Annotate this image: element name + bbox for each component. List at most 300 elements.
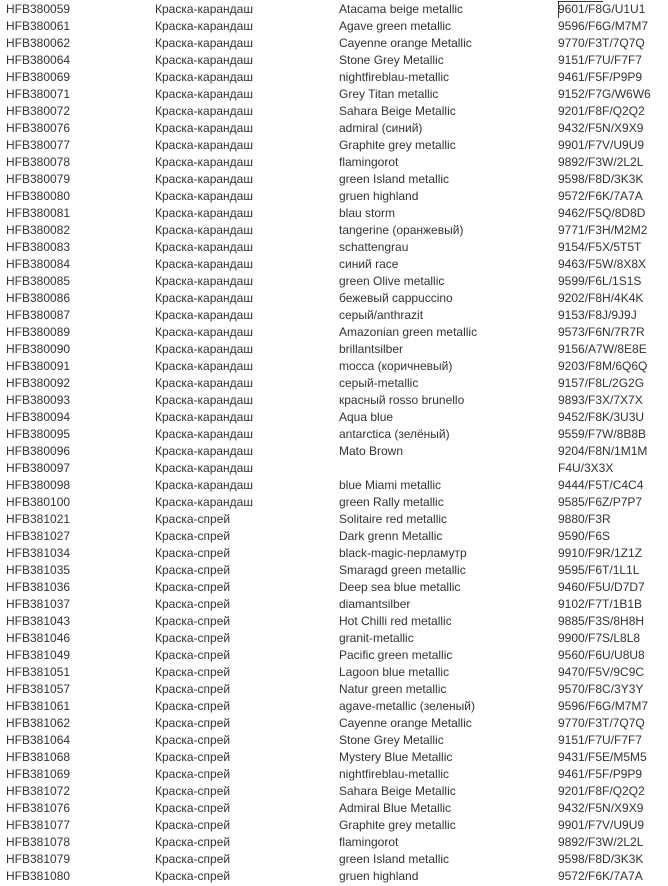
paint-code-text: 9156/A7W/8E8E [558, 342, 647, 356]
color-name-cell [339, 732, 558, 749]
product-type-text: Краска-карандаш [155, 104, 253, 118]
table-row [0, 460, 668, 477]
article-text: HFB381076 [6, 801, 71, 815]
paint-code-cell [558, 154, 668, 171]
color-name-text: mocca (коричневый) [339, 359, 453, 373]
color-name-cell [339, 766, 558, 783]
color-name-text: green Rally metallic [339, 495, 444, 509]
article-cell [0, 528, 155, 545]
paint-code-text: 9151/F7U/F7F7 [558, 733, 643, 747]
paint-code-cell [558, 35, 668, 52]
product-type-text: Краска-карандаш [155, 342, 253, 356]
color-name-cell [339, 698, 558, 715]
table-row [0, 307, 668, 324]
product-type-text: Краска-карандаш [155, 19, 253, 33]
paint-code-text: 9444/F5T/C4C4 [558, 478, 644, 492]
paint-code-text: 9601/F8G/U1U1 [558, 2, 646, 16]
color-name-cell [339, 596, 558, 613]
color-name-cell [339, 579, 558, 596]
article-cell [0, 630, 155, 647]
product-type-text: Краска-спрей [155, 614, 231, 628]
color-name-cell [339, 528, 558, 545]
table-row [0, 375, 668, 392]
color-name-text: Admiral Blue Metallic [339, 801, 452, 815]
color-name-text: flamingorot [339, 155, 399, 169]
product-type-text: Краска-карандаш [155, 36, 253, 50]
color-name-text: Grey Titan metallic [339, 87, 439, 101]
paint-code-text: 9596/F6G/M7M7 [558, 19, 649, 33]
article-cell [0, 477, 155, 494]
color-name-cell [339, 392, 558, 409]
color-name-text: Amazonian green metallic [339, 325, 478, 339]
color-name-cell [339, 715, 558, 732]
paint-code-cell [558, 137, 668, 154]
color-name-text: Graphite grey metallic [339, 138, 456, 152]
article-cell [0, 103, 155, 120]
paint-code-cell [558, 1, 668, 18]
product-type-cell [155, 511, 339, 528]
table-row [0, 630, 668, 647]
paint-code-cell [558, 358, 668, 375]
product-type-cell [155, 86, 339, 103]
table-row [0, 35, 668, 52]
article-cell [0, 222, 155, 239]
table-row [0, 766, 668, 783]
table-row [0, 290, 668, 307]
color-name-cell [339, 358, 558, 375]
article-cell [0, 681, 155, 698]
table-row [0, 52, 668, 69]
color-name-cell [339, 545, 558, 562]
article-text: HFB381021 [6, 512, 71, 526]
article-cell [0, 137, 155, 154]
paint-code-text: 9590/F6S [558, 529, 611, 543]
paint-code-cell [558, 715, 668, 732]
product-type-cell [155, 205, 339, 222]
article-cell [0, 596, 155, 613]
table-row [0, 834, 668, 851]
article-text: HFB380097 [6, 461, 71, 475]
paint-code-text: 9901/F7V/U9U9 [558, 818, 645, 832]
table-row [0, 443, 668, 460]
color-name-cell [339, 52, 558, 69]
article-cell [0, 341, 155, 358]
article-text: HFB381079 [6, 852, 71, 866]
article-text: HFB381057 [6, 682, 71, 696]
article-text: HFB381064 [6, 733, 71, 747]
paint-code-cell [558, 426, 668, 443]
color-name-text: Stone Grey Metallic [339, 733, 444, 747]
table-row [0, 137, 668, 154]
product-type-cell [155, 800, 339, 817]
article-cell [0, 715, 155, 732]
product-type-text: Краска-спрей [155, 580, 231, 594]
table-row [0, 715, 668, 732]
product-type-text: Краска-карандаш [155, 121, 253, 135]
product-type-text: Краска-спрей [155, 733, 231, 747]
paint-code-cell [558, 783, 668, 800]
paint-code-text: 9598/F8D/3K3K [558, 172, 644, 186]
paint-code-cell [558, 477, 668, 494]
color-name-text: Agave green metallic [339, 19, 452, 33]
product-type-text: Краска-спрей [155, 665, 231, 679]
product-type-text: Краска-карандаш [155, 274, 253, 288]
table-row [0, 341, 668, 358]
article-text: HFB380077 [6, 138, 71, 152]
product-type-cell [155, 477, 339, 494]
color-name-cell [339, 409, 558, 426]
color-name-cell [339, 18, 558, 35]
article-text: HFB380086 [6, 291, 71, 305]
product-type-cell [155, 579, 339, 596]
paint-code-text: 9771/F3H/M2M2 [558, 223, 648, 237]
color-name-text: nightfireblau-metallic [339, 70, 450, 84]
table-row [0, 562, 668, 579]
table-row [0, 817, 668, 834]
paint-code-text: 9585/F6Z/P7P7 [558, 495, 643, 509]
article-cell [0, 69, 155, 86]
paint-code-cell [558, 579, 668, 596]
color-name-cell [339, 273, 558, 290]
table-row [0, 681, 668, 698]
product-type-text: Краска-карандаш [155, 308, 253, 322]
paint-code-cell [558, 732, 668, 749]
product-type-cell [155, 154, 339, 171]
color-name-cell [339, 664, 558, 681]
paint-code-text: 9598/F8D/3K3K [558, 852, 644, 866]
color-name-cell [339, 800, 558, 817]
article-text: HFB380085 [6, 274, 71, 288]
paint-code-cell [558, 256, 668, 273]
article-text: HFB381037 [6, 597, 71, 611]
product-type-cell [155, 358, 339, 375]
article-cell [0, 766, 155, 783]
color-name-text: blau storm [339, 206, 396, 220]
color-name-text: Sahara Beige Metallic [339, 104, 456, 118]
paint-code-text: 9770/F3T/7Q7Q [558, 36, 645, 50]
table-row [0, 647, 668, 664]
cell-selection-marker [558, 1, 559, 18]
article-text: HFB380092 [6, 376, 71, 390]
paint-code-text: 9595/F6T/1L1L [558, 563, 640, 577]
product-type-cell [155, 256, 339, 273]
article-cell [0, 273, 155, 290]
article-text: HFB380069 [6, 70, 71, 84]
article-text: HFB381049 [6, 648, 71, 662]
article-text: HFB380062 [6, 36, 71, 50]
product-type-cell [155, 324, 339, 341]
article-text: HFB380072 [6, 104, 71, 118]
article-cell [0, 171, 155, 188]
product-type-cell [155, 375, 339, 392]
product-type-cell [155, 698, 339, 715]
product-type-text: Краска-спрей [155, 529, 231, 543]
article-cell [0, 851, 155, 868]
paint-code-cell [558, 766, 668, 783]
product-type-text: Краска-карандаш [155, 410, 253, 424]
table-row [0, 205, 668, 222]
paint-code-text: 9599/F6L/1S1S [558, 274, 642, 288]
product-type-text: Краска-карандаш [155, 189, 253, 203]
color-name-text: Cayenne orange Metallic [339, 36, 472, 50]
article-text: HFB380061 [6, 19, 71, 33]
table-row [0, 188, 668, 205]
article-cell [0, 698, 155, 715]
color-name-text: Dark grenn Metallic [339, 529, 443, 543]
product-type-cell [155, 732, 339, 749]
product-type-cell [155, 494, 339, 511]
product-type-cell [155, 341, 339, 358]
article-text: HFB381046 [6, 631, 71, 645]
color-name-cell [339, 443, 558, 460]
color-name-text: Lagoon blue metallic [339, 665, 450, 679]
product-type-text: Краска-спрей [155, 818, 231, 832]
color-name-text: green Island metallic [339, 172, 450, 186]
paint-code-text: 9463/F5W/8X8X [558, 257, 647, 271]
paint-code-text: 9462/F5Q/8D8D [558, 206, 646, 220]
article-text: HFB380076 [6, 121, 71, 135]
color-name-text: серый/anthrazit [339, 308, 424, 322]
paint-code-cell [558, 698, 668, 715]
product-type-cell [155, 52, 339, 69]
color-name-cell [339, 817, 558, 834]
table-row [0, 732, 668, 749]
paint-code-cell [558, 375, 668, 392]
color-name-cell [339, 120, 558, 137]
paint-code-text: 9432/F5N/X9X9 [558, 801, 644, 815]
article-text: HFB381062 [6, 716, 71, 730]
article-text: HFB380080 [6, 189, 71, 203]
color-name-cell [339, 35, 558, 52]
color-name-text: tangerine (оранжевый) [339, 223, 464, 237]
color-name-text: Sahara Beige Metallic [339, 784, 456, 798]
table-row [0, 800, 668, 817]
color-name-cell [339, 494, 558, 511]
article-text: HFB380087 [6, 308, 71, 322]
color-name-text: antarctica (зелёный) [339, 427, 450, 441]
paint-code-text: 9770/F3T/7Q7Q [558, 716, 645, 730]
product-type-cell [155, 35, 339, 52]
table-row [0, 494, 668, 511]
color-name-text: Graphite grey metallic [339, 818, 456, 832]
color-name-cell [339, 834, 558, 851]
color-name-cell [339, 562, 558, 579]
article-cell [0, 494, 155, 511]
color-name-cell [339, 239, 558, 256]
product-type-text: Краска-спрей [155, 512, 231, 526]
paint-code-text: 9910/F9R/1Z1Z [558, 546, 643, 560]
paint-code-text: 9560/F6U/U8U8 [558, 648, 645, 662]
article-cell [0, 443, 155, 460]
paint-code-cell [558, 647, 668, 664]
paint-code-cell [558, 800, 668, 817]
product-type-cell [155, 69, 339, 86]
product-type-text: Краска-спрей [155, 767, 231, 781]
table-row [0, 1, 668, 18]
article-cell [0, 120, 155, 137]
product-type-cell [155, 239, 339, 256]
table-row [0, 511, 668, 528]
article-text: HFB381061 [6, 699, 71, 713]
article-text: HFB380089 [6, 325, 71, 339]
article-text: HFB381077 [6, 818, 71, 832]
paint-code-cell [558, 52, 668, 69]
paint-code-text: 9152/F7G/W6W6 [558, 87, 651, 101]
color-name-text: серый-metallic [339, 376, 419, 390]
color-name-cell [339, 324, 558, 341]
paint-code-text: 9452/F8K/3U3U [558, 410, 645, 424]
table-row [0, 426, 668, 443]
color-name-cell [339, 222, 558, 239]
product-type-cell [155, 1, 339, 18]
paint-code-text: 9431/F5E/M5M5 [558, 750, 647, 764]
paint-code-text: 9154/F5X/5T5T [558, 240, 642, 254]
product-type-cell [155, 647, 339, 664]
color-name-text: granit-metallic [339, 631, 414, 645]
paint-code-text: 9201/F8F/Q2Q2 [558, 784, 645, 798]
paint-code-text: 9880/F3R [558, 512, 611, 526]
table-row [0, 851, 668, 868]
table-row [0, 222, 668, 239]
paint-code-cell [558, 222, 668, 239]
color-name-text: blue Miami metallic [339, 478, 442, 492]
article-text: HFB380064 [6, 53, 71, 67]
paint-code-text: 9596/F6G/M7M7 [558, 699, 649, 713]
paint-code-text: 9559/F7W/8B8B [558, 427, 647, 441]
paint-code-cell [558, 324, 668, 341]
article-cell [0, 783, 155, 800]
article-cell [0, 290, 155, 307]
product-type-text: Краска-спрей [155, 563, 231, 577]
color-name-cell [339, 290, 558, 307]
product-type-cell [155, 137, 339, 154]
product-type-cell [155, 426, 339, 443]
color-name-text: Mystery Blue Metallic [339, 750, 453, 764]
color-name-cell [339, 375, 558, 392]
table-row [0, 103, 668, 120]
paint-code-cell [558, 69, 668, 86]
product-type-text: Краска-карандаш [155, 478, 253, 492]
product-type-text: Краска-спрей [155, 716, 231, 730]
paint-code-table [0, 1, 668, 885]
paint-code-cell [558, 188, 668, 205]
color-name-cell [339, 341, 558, 358]
article-cell [0, 817, 155, 834]
color-name-cell [339, 851, 558, 868]
paint-code-text: 9157/F8L/2G2G [558, 376, 645, 390]
article-text: HFB381036 [6, 580, 71, 594]
article-cell [0, 375, 155, 392]
table-row [0, 120, 668, 137]
paint-code-cell [558, 664, 668, 681]
paint-code-cell [558, 392, 668, 409]
product-type-cell [155, 103, 339, 120]
product-type-text: Краска-карандаш [155, 2, 253, 16]
color-name-text: gruen highland [339, 869, 419, 883]
product-type-text: Краска-карандаш [155, 240, 253, 254]
product-type-cell [155, 273, 339, 290]
color-name-text: Solitaire red metallic [339, 512, 448, 526]
paint-code-cell [558, 120, 668, 137]
article-text: HFB380096 [6, 444, 71, 458]
table-row [0, 698, 668, 715]
article-cell [0, 52, 155, 69]
color-name-cell [339, 86, 558, 103]
product-type-cell [155, 120, 339, 137]
article-text: HFB380095 [6, 427, 71, 441]
product-type-cell [155, 188, 339, 205]
product-type-cell [155, 562, 339, 579]
product-type-text: Краска-карандаш [155, 70, 253, 84]
product-type-cell [155, 409, 339, 426]
color-name-text: Deep sea blue metallic [339, 580, 461, 594]
paint-code-cell [558, 290, 668, 307]
color-name-cell [339, 137, 558, 154]
table-row [0, 409, 668, 426]
color-name-text: Mato Brown [339, 444, 404, 458]
article-cell [0, 545, 155, 562]
product-type-cell [155, 681, 339, 698]
color-name-text: agave-metallic (зеленый) [339, 699, 475, 713]
table-row [0, 528, 668, 545]
color-name-cell [339, 103, 558, 120]
table-row [0, 239, 668, 256]
product-type-text: Краска-карандаш [155, 138, 253, 152]
paint-code-cell [558, 443, 668, 460]
product-type-text: Краска-карандаш [155, 155, 253, 169]
product-type-cell [155, 817, 339, 834]
color-name-text: Natur green metallic [339, 682, 447, 696]
paint-code-cell [558, 681, 668, 698]
article-cell [0, 86, 155, 103]
paint-code-cell [558, 528, 668, 545]
product-type-text: Краска-карандаш [155, 257, 253, 271]
article-cell [0, 426, 155, 443]
paint-code-text: 9470/F5V/9C9C [558, 665, 645, 679]
article-text: HFB380082 [6, 223, 71, 237]
paint-code-text: 9900/F7S/L8L8 [558, 631, 641, 645]
table-body [0, 1, 668, 885]
color-name-text: admiral (синий) [339, 121, 423, 135]
product-type-cell [155, 392, 339, 409]
color-name-text: flamingorot [339, 835, 399, 849]
paint-code-text: 9885/F3S/8H8H [558, 614, 645, 628]
color-name-cell [339, 1, 558, 18]
table-row [0, 664, 668, 681]
article-cell [0, 358, 155, 375]
table-row [0, 69, 668, 86]
paint-code-cell [558, 545, 668, 562]
table-row [0, 256, 668, 273]
article-cell [0, 1, 155, 18]
color-name-cell [339, 868, 558, 885]
table-row [0, 392, 668, 409]
article-cell [0, 834, 155, 851]
paint-code-cell [558, 239, 668, 256]
product-type-cell [155, 290, 339, 307]
paint-code-text: 9151/F7U/F7F7 [558, 53, 643, 67]
product-type-text: Краска-спрей [155, 835, 231, 849]
article-cell [0, 392, 155, 409]
article-cell [0, 613, 155, 630]
color-name-cell [339, 749, 558, 766]
article-text: HFB380090 [6, 342, 71, 356]
product-type-cell [155, 868, 339, 885]
paint-code-text: 9893/F3X/7X7X [558, 393, 643, 407]
article-text: HFB380093 [6, 393, 71, 407]
product-type-text: Краска-карандаш [155, 87, 253, 101]
color-name-text: Smaragd green metallic [339, 563, 466, 577]
